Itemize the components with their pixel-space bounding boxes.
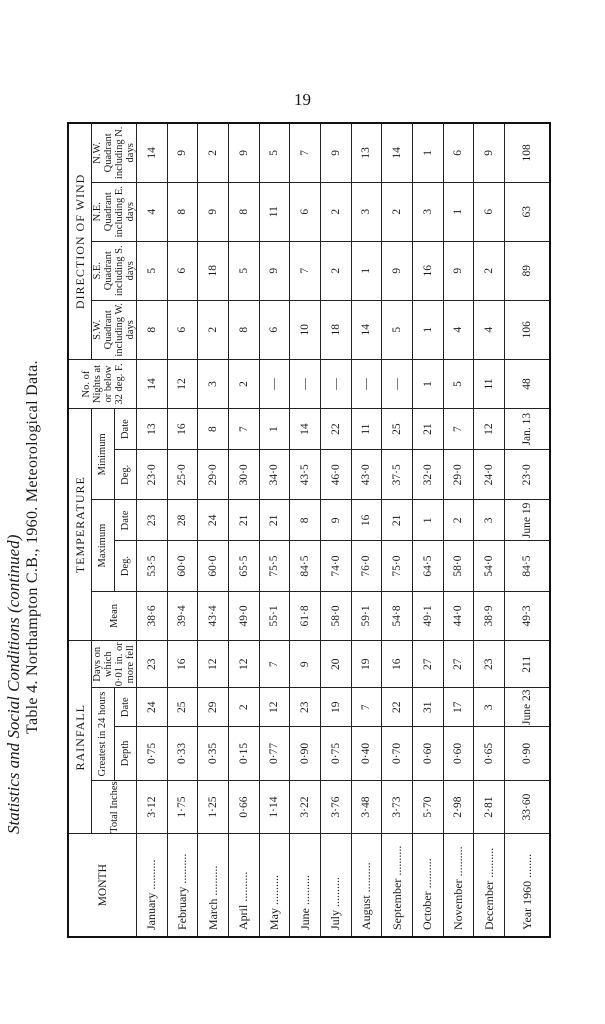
cell-mean: 49·0 [228,591,259,640]
mean-temp-header: Mean [92,591,137,640]
cell-depth: 0·75 [320,727,351,781]
cell-maxdeg: 84·5 [505,541,551,591]
month-cell: February .......... [167,834,198,937]
table-row [351,123,382,937]
table-row [228,123,259,937]
cell-depth: 0·40 [351,727,382,781]
cell-sw: 5 [382,300,413,359]
month-header: MONTH [68,834,137,937]
cell-maxdeg: 54·0 [474,541,505,591]
cell-ne: 6 [474,182,505,241]
cell-nw: 6 [443,123,474,182]
cell-nights: — [320,359,351,408]
cell-ne: 6 [290,182,321,241]
cell-mindate: 16 [167,409,198,450]
cell-mean: 58·0 [320,591,351,640]
cell-nights: — [351,359,382,408]
cell-total: 33·60 [505,780,551,834]
cell-maxdate: 21 [382,500,413,541]
cell-se: 18 [198,241,229,300]
cell-mindate: 21 [412,409,443,450]
month-cell: March .......... [198,834,229,937]
cell-days: 12 [198,641,229,688]
cell-nw: 1 [412,123,443,182]
cell-days: 16 [167,641,198,688]
cell-maxdeg: 84·5 [290,541,321,591]
cell-nw: 9 [320,123,351,182]
cell-mindeg: 25·0 [167,450,198,500]
cell-se: 1 [351,241,382,300]
cell-depth: 0·90 [290,727,321,781]
cell-mindate: 12 [474,409,505,450]
table-row [290,123,321,937]
cell-maxdeg: 74·0 [320,541,351,591]
cell-mindeg: 32·0 [412,450,443,500]
cell-maxdeg: 60·0 [167,541,198,591]
cell-total: 1·75 [167,780,198,834]
cell-mindate: 7 [443,409,474,450]
cell-days: 27 [443,641,474,688]
cell-days: 9 [290,641,321,688]
cell-mindeg: 46·0 [320,450,351,500]
table-row [320,123,351,937]
cell-se: 2 [474,241,505,300]
cell-mean: 43·4 [198,591,229,640]
cell-days: 211 [505,641,551,688]
cell-maxdate: 21 [228,500,259,541]
cell-total: 3·73 [382,780,413,834]
cell-mindeg: 43·5 [290,450,321,500]
month-cell: September .......... [382,834,413,937]
meteorological-table [67,122,551,938]
cell-mean: 61·8 [290,591,321,640]
cell-gdate: 31 [412,688,443,727]
cell-depth: 0·60 [443,727,474,781]
cell-mean: 38·9 [474,591,505,640]
cell-maxdate: 24 [198,500,229,541]
cell-sw: 6 [259,300,290,359]
cell-sw: 10 [290,300,321,359]
header-row-groups [68,123,92,937]
cell-days: 23 [137,641,168,688]
cell-ne: 1 [443,182,474,241]
table-body [137,123,551,937]
table-row [167,123,198,937]
greatest-date-header: Date [114,688,137,727]
rainfall-header: RAINFALL [68,641,92,834]
rain-days-header: Days on which 0·01 in. or more fell [92,642,136,687]
cell-mindeg: 34·0 [259,450,290,500]
max-deg-header: Deg. [114,541,137,591]
cell-maxdeg: 75·5 [259,541,290,591]
cell-mindeg: 43·0 [351,450,382,500]
cell-mindate: 8 [198,409,229,450]
table-row [259,123,290,937]
cell-sw: 14 [351,300,382,359]
cell-maxdate: 2 [443,500,474,541]
table-title: Table 4. Northampton C.B., 1960. Meteorological Data. [24,360,41,734]
cell-nw: 13 [351,123,382,182]
cell-maxdeg: 76·0 [351,541,382,591]
cell-total: 3·12 [137,780,168,834]
cell-days: 7 [259,641,290,688]
cell-total: 3·76 [320,780,351,834]
year-total-row [505,123,551,937]
cell-nights: 14 [137,359,168,408]
cell-sw: 1 [412,300,443,359]
max-date-header: Date [114,500,137,541]
month-cell: January .......... [137,834,168,937]
year-cell: Year 1960 ........ [505,834,551,937]
table-row [474,123,505,937]
cell-maxdate: June 19 [505,500,551,541]
cell-ne: 3 [351,182,382,241]
cell-nw: 108 [505,123,551,182]
cell-maxdeg: 60·0 [198,541,229,591]
cell-se: 5 [228,241,259,300]
cell-se: 89 [505,241,551,300]
cell-mindeg: 29·0 [443,450,474,500]
cell-sw: 8 [228,300,259,359]
cell-nw: 7 [290,123,321,182]
cell-gdate: 29 [198,688,229,727]
cell-days: 27 [412,641,443,688]
cell-mindeg: 23·0 [137,450,168,500]
cell-gdate: 3 [474,688,505,727]
sw-quadrant-header: S.W. Quadrant including W. days [92,300,137,359]
cell-mean: 49·1 [412,591,443,640]
cell-sw: 4 [443,300,474,359]
ne-quadrant-header: N.E. Quadrant including E. days [92,182,137,241]
cell-total: 2·98 [443,780,474,834]
cell-mindeg: 24·0 [474,450,505,500]
table-row [412,123,443,937]
cell-maxdate: 3 [474,500,505,541]
cell-nights: 2 [228,359,259,408]
cell-sw: 106 [505,300,551,359]
cell-gdate: 7 [351,688,382,727]
cell-se: 7 [290,241,321,300]
cell-sw: 4 [474,300,505,359]
cell-mean: 54·8 [382,591,413,640]
cell-maxdeg: 64·5 [412,541,443,591]
cell-sw: 2 [198,300,229,359]
cell-mindate: Jan. 13 [505,409,551,450]
cell-depth: 0·90 [505,727,551,781]
cell-nights: — [290,359,321,408]
cell-sw: 8 [137,300,168,359]
cell-sw: 18 [320,300,351,359]
cell-days: 19 [351,641,382,688]
page-number: 19 [294,90,311,109]
cell-maxdate: 28 [167,500,198,541]
minimum-header: Minimum [92,409,115,500]
cell-maxdate: 21 [259,500,290,541]
cell-ne: 3 [412,182,443,241]
table-row [198,123,229,937]
cell-gdate: 24 [137,688,168,727]
cell-mean: 44·0 [443,591,474,640]
cell-total: 3·48 [351,780,382,834]
cell-days: 12 [228,641,259,688]
header-row-subgroups [92,123,115,937]
cell-nw: 9 [228,123,259,182]
cell-maxdeg: 65·5 [228,541,259,591]
cell-mindeg: 30·0 [228,450,259,500]
cell-mean: 49·3 [505,591,551,640]
cell-maxdate: 1 [412,500,443,541]
min-deg-header: Deg. [114,450,137,500]
cell-depth: 0·15 [228,727,259,781]
cell-se: 9 [382,241,413,300]
se-quadrant-header: S.E. Quadrant including S. days [92,241,137,300]
month-cell: October .......... [412,834,443,937]
cell-mindate: 14 [290,409,321,450]
cell-total: 1·25 [198,780,229,834]
cell-gdate: 22 [382,688,413,727]
cell-depth: 0·33 [167,727,198,781]
month-cell: June .......... [290,834,321,937]
cell-maxdate: 9 [320,500,351,541]
cell-total: 3·22 [290,780,321,834]
month-cell: November .......... [443,834,474,937]
cell-nights: 1 [412,359,443,408]
temperature-header: TEMPERATURE [68,409,92,641]
month-cell: August .......... [351,834,382,937]
cell-ne: 63 [505,182,551,241]
cell-nw: 5 [259,123,290,182]
min-date-header: Date [114,409,137,450]
cell-nights: 11 [474,359,505,408]
cell-nw: 9 [167,123,198,182]
cell-nw: 14 [382,123,413,182]
cell-maxdeg: 53·5 [137,541,168,591]
cell-nights: 3 [198,359,229,408]
cell-gdate: 12 [259,688,290,727]
cell-gdate: 19 [320,688,351,727]
cell-total: 0·66 [228,780,259,834]
cell-mindeg: 37·5 [382,450,413,500]
cell-ne: 8 [167,182,198,241]
cell-total: 2·81 [474,780,505,834]
cell-mean: 39·4 [167,591,198,640]
cell-depth: 0·60 [412,727,443,781]
cell-nw: 2 [198,123,229,182]
cell-nights: 12 [167,359,198,408]
cell-nights: — [382,359,413,408]
cell-mindate: 7 [228,409,259,450]
cell-sw: 6 [167,300,198,359]
total-inches-header: Total Inches [92,780,137,834]
cell-ne: 2 [382,182,413,241]
cell-nights: 5 [443,359,474,408]
cell-days: 20 [320,641,351,688]
cell-total: 1·14 [259,780,290,834]
cell-se: 6 [167,241,198,300]
month-cell: December .......... [474,834,505,937]
cell-depth: 0·70 [382,727,413,781]
cell-se: 16 [412,241,443,300]
depth-header: Depth [114,727,137,781]
cell-se: 9 [443,241,474,300]
wind-header: DIRECTION OF WIND [68,123,92,359]
cell-maxdate: 16 [351,500,382,541]
month-cell: April .......... [228,834,259,937]
rotated-table-container [67,122,534,938]
cell-gdate: June 23 [505,688,551,727]
cell-days: 16 [382,641,413,688]
cell-maxdate: 23 [137,500,168,541]
cell-ne: 9 [198,182,229,241]
cell-days: 23 [474,641,505,688]
cell-ne: 8 [228,182,259,241]
cell-mindeg: 29·0 [198,450,229,500]
cell-nights: 48 [505,359,551,408]
nights-header: No. of Nights at or below 32 deg. F. [68,359,137,408]
cell-mean: 55·1 [259,591,290,640]
cell-maxdeg: 58·0 [443,541,474,591]
cell-mindate: 11 [351,409,382,450]
cell-mean: 59·1 [351,591,382,640]
table-row [137,123,168,937]
cell-gdate: 23 [290,688,321,727]
cell-gdate: 2 [228,688,259,727]
maximum-header: Maximum [92,500,115,591]
cell-maxdate: 8 [290,500,321,541]
cell-se: 2 [320,241,351,300]
cell-ne: 11 [259,182,290,241]
cell-depth: 0·75 [137,727,168,781]
month-cell: May .......... [259,834,290,937]
cell-nights: — [259,359,290,408]
cell-se: 5 [137,241,168,300]
cell-nw: 14 [137,123,168,182]
table-row [443,123,474,937]
cell-mindeg: 23·0 [505,450,551,500]
cell-ne: 4 [137,182,168,241]
cell-maxdeg: 75·0 [382,541,413,591]
cell-mean: 38·6 [137,591,168,640]
cell-mindate: 13 [137,409,168,450]
cell-total: 5·70 [412,780,443,834]
cell-mindate: 22 [320,409,351,450]
cell-depth: 0·77 [259,727,290,781]
greatest-24h-header: Greatest in 24 hours [92,688,115,780]
table-row [382,123,413,937]
month-cell: July .......... [320,834,351,937]
cell-depth: 0·35 [198,727,229,781]
nw-quadrant-header: N.W. Quadrant including N. days [92,123,137,182]
cell-ne: 2 [320,182,351,241]
cell-mindate: 1 [259,409,290,450]
cell-depth: 0·65 [474,727,505,781]
cell-mindate: 25 [382,409,413,450]
cell-gdate: 17 [443,688,474,727]
cell-gdate: 25 [167,688,198,727]
running-title: Statistics and Social Conditions (continued) [4,534,23,834]
cell-nw: 9 [474,123,505,182]
cell-se: 9 [259,241,290,300]
